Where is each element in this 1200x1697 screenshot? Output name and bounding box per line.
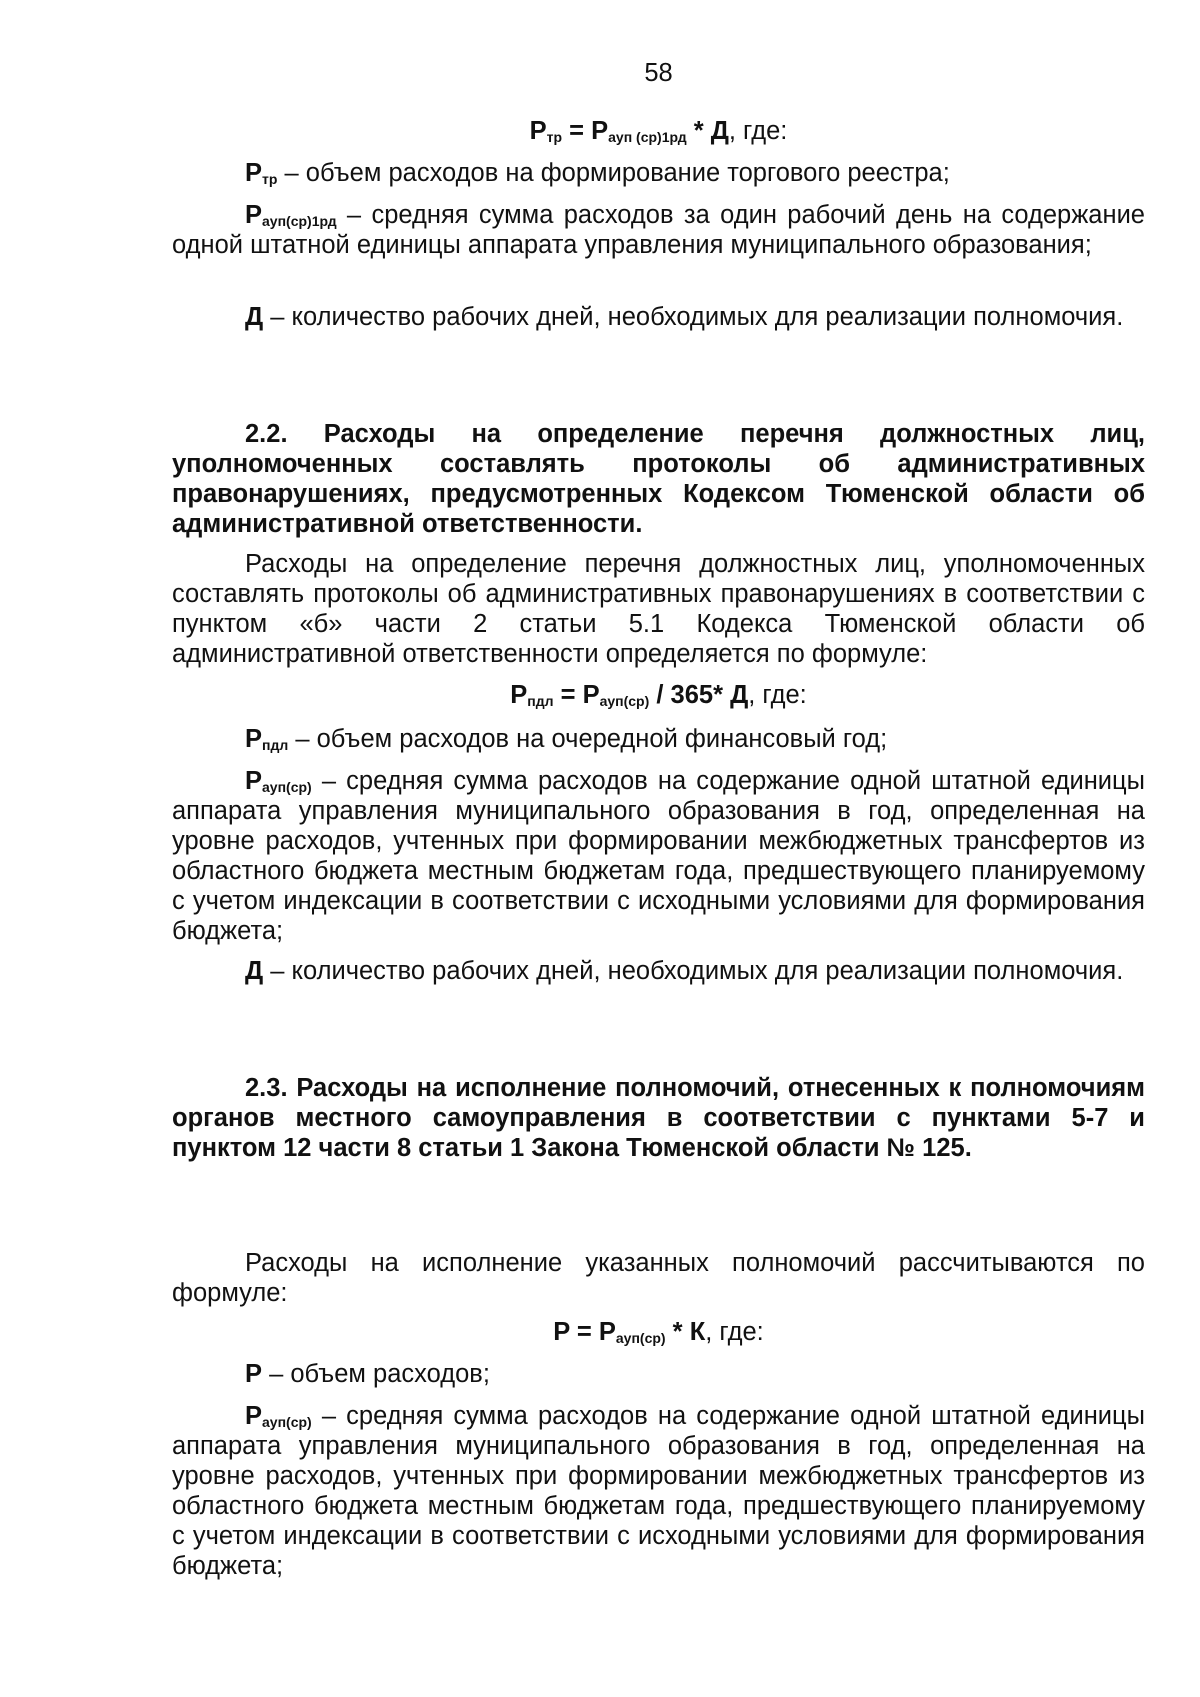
definition-p-aup-2: $P_{ауп(ср)}$ – средняя сумма расходов на содержание одной штатной единицы аппарата управления муниципального образования в год, определенная на уровне расходов, учтенных при формировании межбюджетных трансфертов из областного бюджета местным бюджетам года, предшествующего планируемому с учетом индексации в соответствии с исходными условиями для формирования бюджета;: [172, 1402, 1145, 1580]
definition-p-tr: $P_{тр}$ – объем расходов на формирование торгового реестра;: [245, 159, 950, 187]
section-heading-2-2: 2.2. Расходы на определение перечня должностных лиц, уполномоченных составлять протоколы об административных правонарушениях, предусмотренных Кодексом Тюменской области об административной ответственности.: [172, 420, 1145, 538]
definition-p-aup-day: $P_{ауп(ср)1рд}$ – средняя сумма расходов за один рабочий день на содержание одной штатной единицы аппарата управления муниципального образования;: [172, 201, 1145, 259]
paragraph-2-3-intro: Расходы на исполнение указанных полномочий рассчитываются по формуле:: [172, 1249, 1145, 1307]
definition-p: P – объем расходов;: [245, 1360, 490, 1388]
definition-p-pdl: $P_{пдл}$ – объем расходов на очередной финансовый год;: [245, 725, 888, 753]
definition-days-2: Д – количество рабочих дней, необходимых для реализации полномочия.: [245, 957, 1124, 985]
formula-officials-list: $P_{пдл} = P_{ауп(ср)} / 365*$ Д, где:: [510, 681, 807, 709]
page-number: 58: [644, 59, 673, 87]
definition-p-aup-1: $P_{ауп(ср)}$ – средняя сумма расходов на содержание одной штатной единицы аппарата управления муниципального образования в год, определенная на уровне расходов, учтенных при формировании межбюджетных трансфертов из областного бюджета местным бюджетам года, предшествующего планируемому с учетом индексации в соответствии с исходными условиями для формирования бюджета;: [172, 767, 1145, 945]
section-heading-2-3: 2.3. Расходы на исполнение полномочий, отнесенных к полномочиям органов местного самоуправления в соответствии с пунктами 5-7 и пунктом 12 части 8 статьи 1 Закона Тюменской области № 125.: [172, 1074, 1145, 1162]
formula-trade-registry: $P_{тр} = P_{ауп (ср)1рд} * Д$, где:: [529, 117, 788, 145]
definition-days-1: Д – количество рабочих дней, необходимых для реализации полномочия.: [245, 303, 1124, 331]
formula-powers: $P = P_{ауп(ср)} * К$, где:: [553, 1318, 764, 1346]
paragraph-2-2-intro: Расходы на определение перечня должностных лиц, уполномоченных составлять протоколы об административных правонарушениях в соответствии с пунктом «б» части 2 статьи 5.1 Кодекса Тюменской области об административной ответственности определяется по формуле:: [172, 550, 1145, 668]
